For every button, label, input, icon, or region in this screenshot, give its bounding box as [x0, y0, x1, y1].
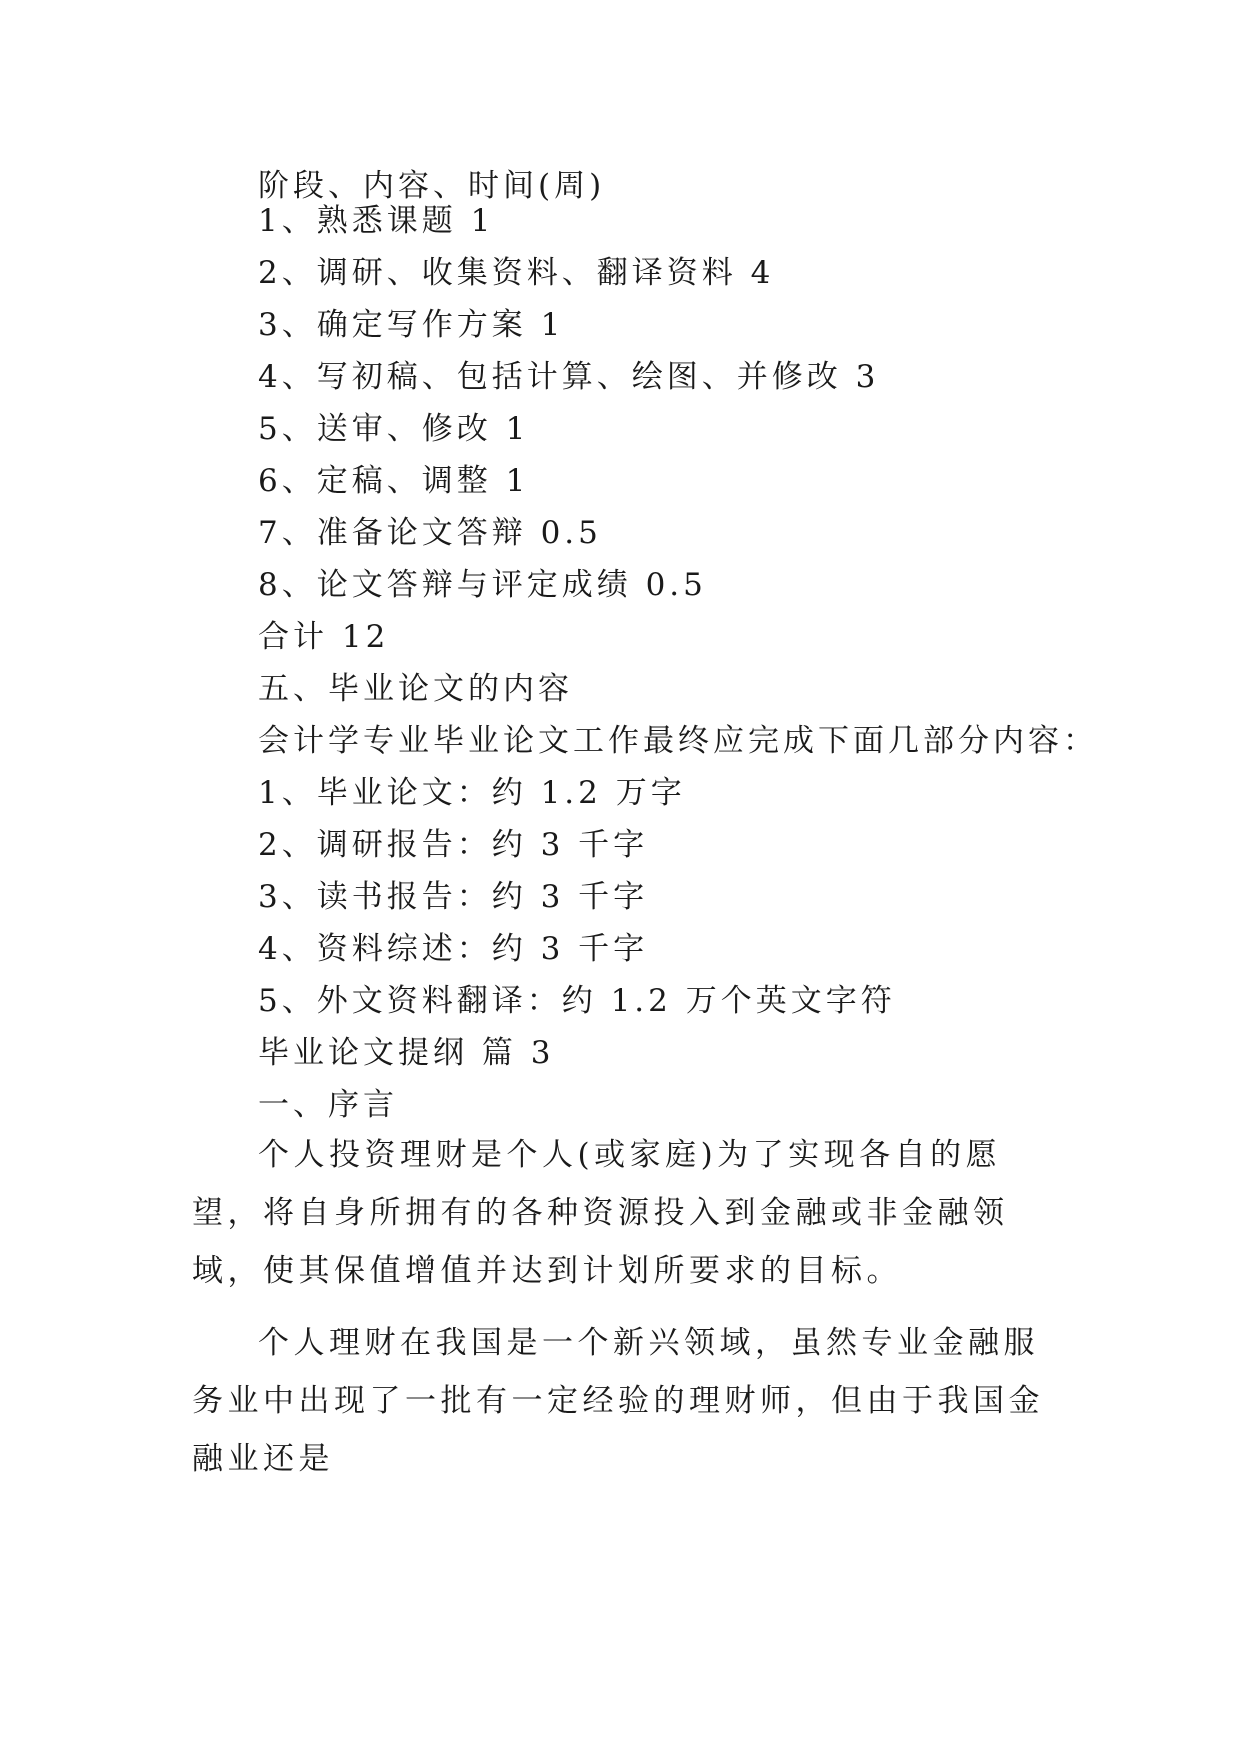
schedule-item-3: 3、确定写作方案 1: [258, 307, 565, 343]
content-item-1: 1、毕业论文：约 1.2 万字: [258, 775, 686, 811]
content-intro-line: 会计学专业毕业论文工作最终应完成下面几部分内容：: [258, 723, 1098, 759]
content-item-5: 5、外文资料翻译：约 1.2 万个英文字符: [258, 983, 896, 1019]
schedule-item-7: 7、准备论文答辩 0.5: [258, 515, 602, 551]
schedule-item-2: 2、调研、收集资料、翻译资料 4: [258, 255, 775, 291]
schedule-item-1: 1、熟悉课题 1: [258, 203, 495, 239]
body-paragraph-1: 个人投资理财是个人(或家庭)为了实现各自的愿望，将自身所拥有的各种资源投入到金融或非金融领域，使其保值增值并达到计划所要求的目标。: [192, 1137, 1009, 1289]
content-item-3: 3、读书报告：约 3 千字: [258, 879, 649, 915]
body-paragraph-2: 个人理财在我国是一个新兴领域，虽然专业金融服务业中出现了一批有一定经验的理财师，但由于我国金融业还是: [192, 1325, 1044, 1477]
schedule-total: 合计 12: [258, 619, 390, 655]
content-item-2: 2、调研报告：约 3 千字: [258, 827, 649, 863]
section-heading-5: 五、毕业论文的内容: [258, 671, 573, 707]
schedule-item-6: 6、定稿、调整 1: [258, 463, 530, 499]
schedule-item-4: 4、写初稿、包括计算、绘图、并修改 3: [258, 359, 880, 395]
section-heading-preface: 一、序言: [258, 1087, 398, 1123]
outline-title: 毕业论文提纲 篇 3: [258, 1035, 555, 1071]
schedule-item-8: 8、论文答辩与评定成绩 0.5: [258, 567, 707, 603]
table-header-line: 阶段、内容、时间(周): [258, 168, 606, 204]
schedule-item-5: 5、送审、修改 1: [258, 411, 530, 447]
content-item-4: 4、资料综述：约 3 千字: [258, 931, 649, 967]
